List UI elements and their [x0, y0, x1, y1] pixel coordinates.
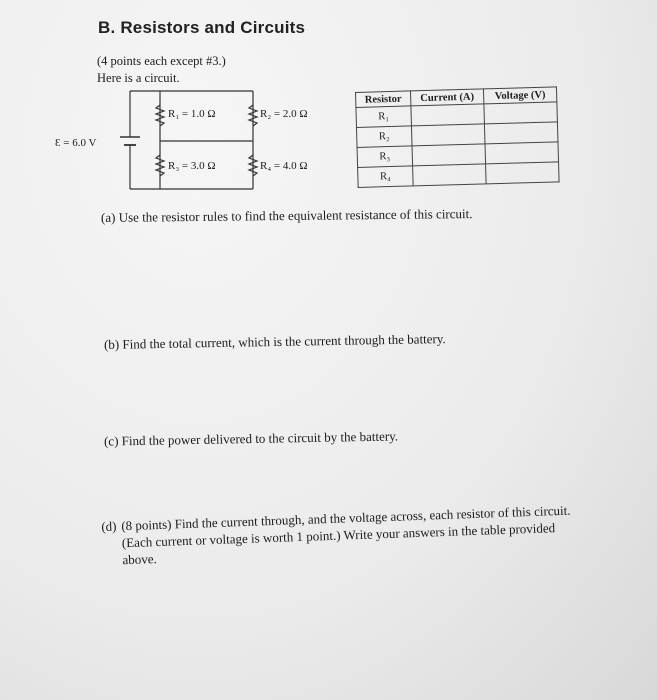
table-row [358, 162, 559, 188]
resistor-r4-label: R₄ = 4.0 Ω [260, 160, 308, 172]
table-cell-resistor: R₄ [358, 166, 414, 188]
table-cell-resistor: R₃ [357, 146, 413, 168]
table-cell-current[interactable] [411, 104, 485, 126]
resistor-r1-label: R₁ = 1.0 Ω [168, 108, 216, 120]
circuit-diagram [55, 85, 345, 195]
question-c: (c) Find the power delivered to the circuit by the battery. [103, 428, 399, 449]
table-cell-voltage[interactable] [484, 122, 558, 144]
resistor-r3-label: R₃ = 3.0 Ω [168, 160, 216, 172]
table-cell-voltage[interactable] [486, 162, 560, 184]
table-cell-voltage[interactable] [485, 142, 559, 164]
table-cell-voltage[interactable] [484, 102, 558, 124]
table-cell-current[interactable] [411, 124, 485, 146]
question-d-body: (8 points) Find the current through, and the voltage across, each resistor of this circuit. (Each current or voltage is worth 1 point.) Write your answers in the table provided above. [121, 502, 571, 568]
question-d [101, 501, 581, 568]
question-a: (a) Use the resistor rules to find the equivalent resistance of this circuit. [100, 206, 473, 225]
intro-text: Here is a circuit. [97, 71, 180, 85]
table-cell-current[interactable] [412, 144, 486, 166]
points-note: (4 points each except #3.) [97, 54, 226, 68]
resistor-r2-label: R₂ = 2.0 Ω [260, 108, 308, 120]
table-header-voltage: Voltage (V) [483, 87, 556, 104]
question-b: (b) Find the total current, which is the current through the battery. [103, 331, 446, 352]
table-cell-resistor: R₂ [356, 126, 412, 148]
answer-table [355, 86, 560, 188]
table-header-current: Current (A) [410, 89, 483, 106]
section-heading: B. Resistors and Circuits [98, 18, 306, 37]
table-header-resistor: Resistor [356, 91, 411, 108]
emf-label: Ɛ = 6.0 V [55, 137, 97, 149]
question-d-label: (d) [101, 518, 117, 534]
table-cell-resistor: R₁ [356, 106, 412, 128]
table-cell-current[interactable] [413, 164, 487, 186]
